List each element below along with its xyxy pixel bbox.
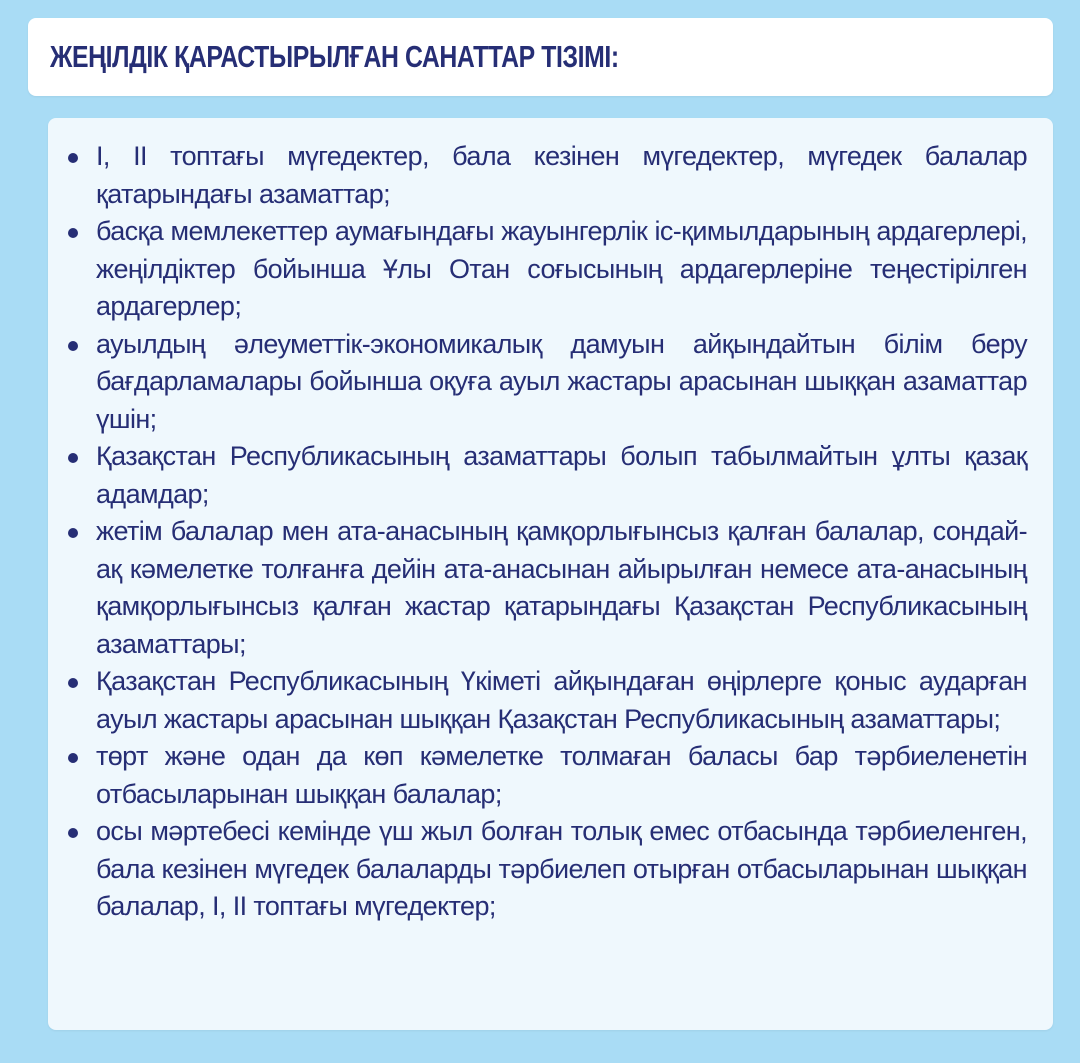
bullet-icon xyxy=(68,528,78,538)
bullet-icon xyxy=(68,753,78,763)
bullet-icon xyxy=(68,678,78,688)
list-item-text: Қазақстан Республикасының азаматтары болып табылмайтын ұлты қазақ адамдар; xyxy=(96,441,1027,509)
list-item-text: Қазақстан Республикасының Үкіметі айқындаған өңірлерге қоныс аударған ауыл жастары арасынан шыққан Қазақстан Республикасының азаматтары; xyxy=(96,666,1027,734)
categories-list xyxy=(68,138,1027,926)
list-item xyxy=(68,438,1027,513)
list-item-text: I, II топтағы мүгедектер, бала кезінен мүгедектер, мүгедек балалар қатарындағы азаматтар; xyxy=(96,141,1027,209)
list-item xyxy=(68,738,1027,813)
list-item xyxy=(68,138,1027,213)
list-item-text: осы мәртебесі кемінде үш жыл болған толық емес отбасында тәрбиеленген, бала кезінен мүгедек балаларды тәрбиелеп отырған отбасыларынан шыққан балалар, I, II топтағы мүгедектер; xyxy=(96,816,1027,921)
bullet-icon xyxy=(68,341,78,351)
bullet-icon xyxy=(68,828,78,838)
page-title: ЖЕҢІЛДІК ҚАРАСТЫРЫЛҒАН САНАТТАР ТІЗІМІ: xyxy=(50,39,619,74)
list-item-text: жетім балалар мен ата-анасының қамқорлығынсыз қалған балалар, сондай-ақ кәмелетке толғанға дейін ата-анасынан айырылған немесе ата-анасының қамқорлығынсыз қалған жастар қатарындағы Қазақстан Республикасының азаматтары; xyxy=(96,516,1027,659)
title-card xyxy=(28,18,1053,96)
list-item xyxy=(68,513,1027,663)
list-item-text: басқа мемлекеттер аумағындағы жауынгерлік іс-қимылдарының ардагерлері, жеңілдіктер бойынша Ұлы Отан соғысының ардагерлеріне теңестірілген ардагерлер; xyxy=(96,216,1027,321)
list-item-text: төрт және одан да көп кәмелетке толмаған баласы бар тәрбиеленетін отбасыларынан шыққан балалар; xyxy=(96,741,1027,809)
bullet-icon xyxy=(68,228,78,238)
list-item xyxy=(68,326,1027,439)
list-item xyxy=(68,213,1027,326)
categories-list-card xyxy=(48,118,1053,1030)
bullet-icon xyxy=(68,153,78,163)
list-item-text: ауылдың әлеуметтік-экономикалық дамуын айқындайтын білім беру бағдарламалары бойынша оқуға ауыл жастары арасынан шыққан азаматтар үшін; xyxy=(96,328,1027,434)
list-item xyxy=(68,813,1027,926)
bullet-icon xyxy=(68,453,78,463)
list-item xyxy=(68,663,1027,738)
